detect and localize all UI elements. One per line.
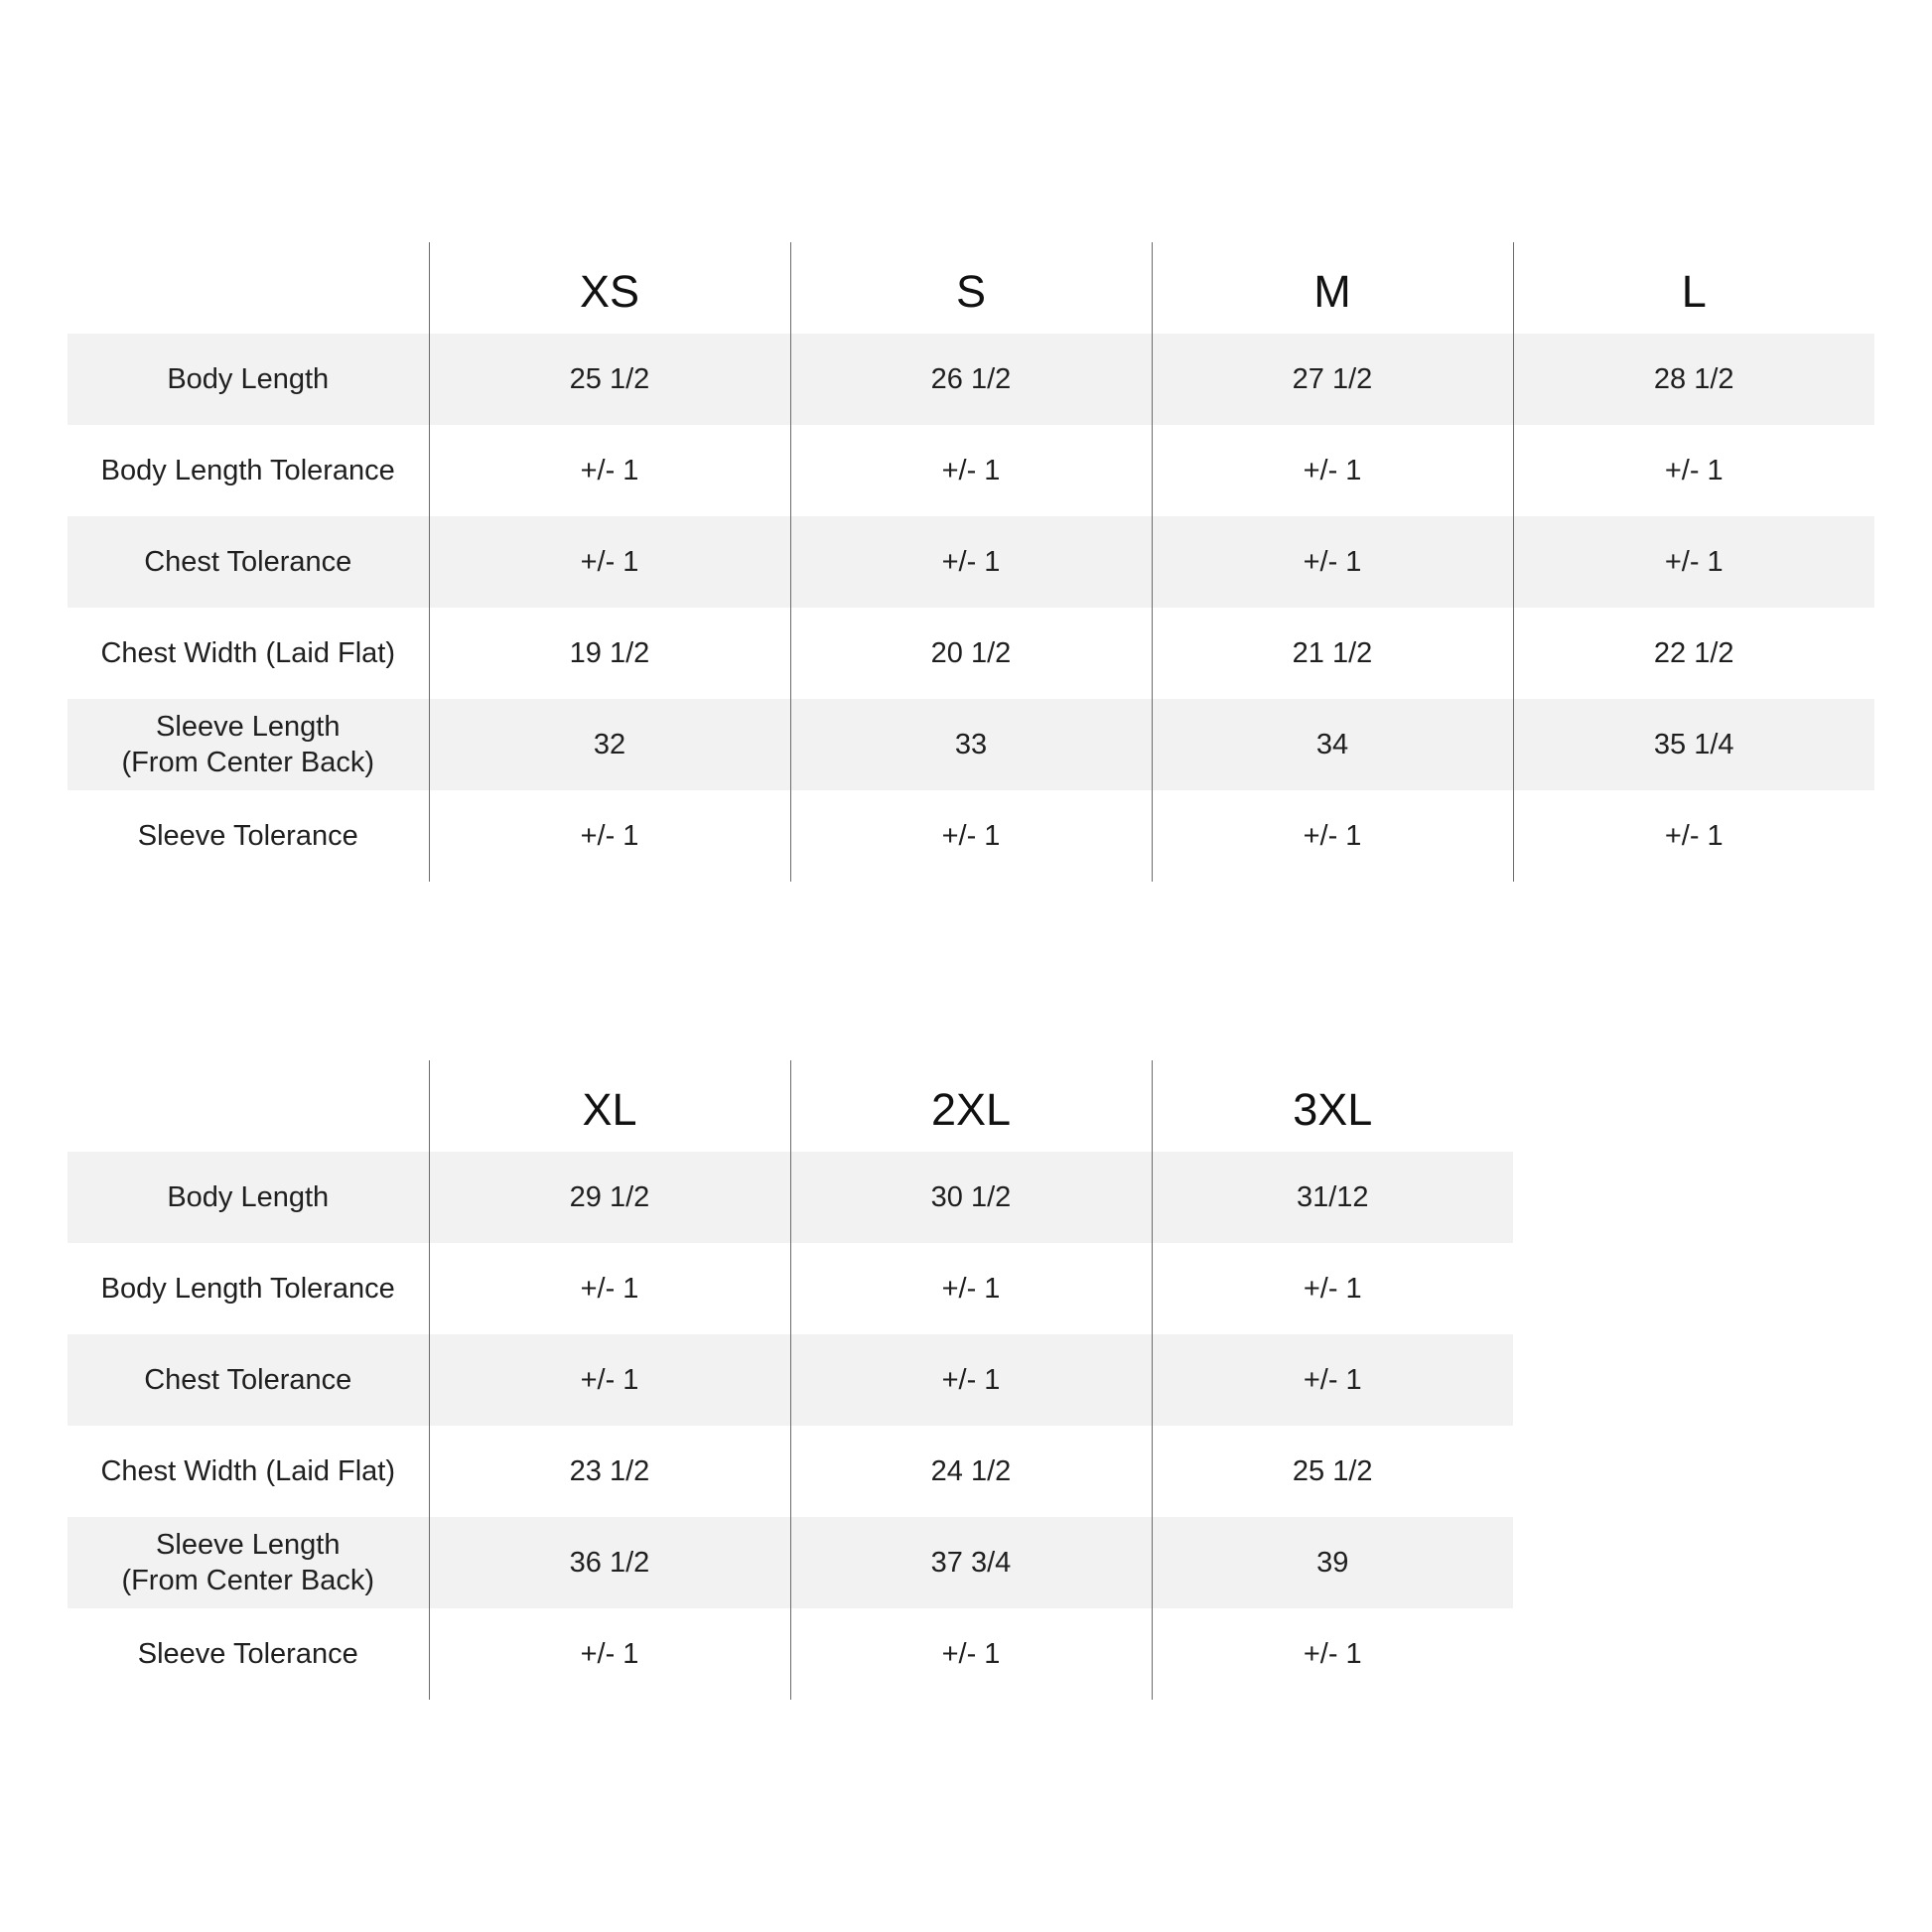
header-row xyxy=(68,242,1874,334)
table-row xyxy=(68,608,1874,699)
value-cell: 28 1/2 xyxy=(1513,334,1874,425)
row-label: Chest Width (Laid Flat) xyxy=(100,637,396,669)
value-cell: 20 1/2 xyxy=(790,608,1152,699)
table-row xyxy=(68,516,1874,608)
row-label: Sleeve Length (From Center Back) xyxy=(68,1517,429,1608)
value-cell: 36 1/2 xyxy=(429,1517,790,1608)
value-cell: +/- 1 xyxy=(790,1243,1152,1334)
value-cell: +/- 1 xyxy=(1513,516,1874,608)
header-cell-size: L xyxy=(1513,242,1874,334)
value-cell: 24 1/2 xyxy=(790,1426,1152,1517)
value-cell: +/- 1 xyxy=(429,425,790,516)
value-cell: 25 1/2 xyxy=(429,334,790,425)
value-cell: +/- 1 xyxy=(1513,790,1874,882)
header-cell-blank xyxy=(68,1060,429,1152)
value-cell: 29 1/2 xyxy=(429,1152,790,1243)
value-cell: 19 1/2 xyxy=(429,608,790,699)
row-label: Body Length xyxy=(68,1152,429,1243)
header-row xyxy=(68,1060,1513,1152)
value-cell: +/- 1 xyxy=(1152,1608,1513,1700)
table-row xyxy=(68,334,1874,425)
row-label: Sleeve Tolerance xyxy=(137,1638,358,1670)
value-cell: +/- 1 xyxy=(1152,516,1513,608)
value-cell: 34 xyxy=(1152,699,1513,790)
table-row xyxy=(68,1517,1513,1608)
header-cell-size: S xyxy=(790,242,1152,334)
value-cell: +/- 1 xyxy=(1152,1243,1513,1334)
row-label: Body Length Tolerance xyxy=(100,1273,395,1305)
row-label: Chest Tolerance xyxy=(68,516,429,608)
row-label: Chest Width (Laid Flat) xyxy=(100,1455,396,1487)
table-row xyxy=(68,425,1874,516)
table-row xyxy=(68,1426,1513,1517)
table-row xyxy=(68,790,1874,882)
value-cell: +/- 1 xyxy=(790,790,1152,882)
table-row xyxy=(68,1608,1513,1700)
value-cell: 27 1/2 xyxy=(1152,334,1513,425)
value-cell: 23 1/2 xyxy=(429,1426,790,1517)
table-row xyxy=(68,699,1874,790)
value-cell: +/- 1 xyxy=(429,516,790,608)
row-label: Sleeve Length (From Center Back) xyxy=(68,699,429,790)
row-label: Body Length Tolerance xyxy=(100,455,395,486)
value-cell: 39 xyxy=(1152,1517,1513,1608)
value-cell: 33 xyxy=(790,699,1152,790)
row-label: Body Length xyxy=(68,334,429,425)
value-cell: 31/12 xyxy=(1152,1152,1513,1243)
value-cell: 25 1/2 xyxy=(1152,1426,1513,1517)
value-cell: +/- 1 xyxy=(790,425,1152,516)
value-cell: +/- 1 xyxy=(1152,790,1513,882)
value-cell: 32 xyxy=(429,699,790,790)
table-row xyxy=(68,1243,1513,1334)
value-cell: 35 1/4 xyxy=(1513,699,1874,790)
table-row xyxy=(68,1334,1513,1426)
size-chart-table-1 xyxy=(68,242,1874,882)
value-cell: +/- 1 xyxy=(790,1334,1152,1426)
header-cell-size: 3XL xyxy=(1152,1060,1513,1152)
value-cell: +/- 1 xyxy=(1513,425,1874,516)
table-row xyxy=(68,1152,1513,1243)
size-chart-table-2 xyxy=(68,1060,1513,1700)
value-cell: +/- 1 xyxy=(429,790,790,882)
value-cell: +/- 1 xyxy=(790,516,1152,608)
value-cell: +/- 1 xyxy=(1152,1334,1513,1426)
value-cell: 26 1/2 xyxy=(790,334,1152,425)
row-label: Chest Tolerance xyxy=(68,1334,429,1426)
header-cell-size: M xyxy=(1152,242,1513,334)
header-cell-size: 2XL xyxy=(790,1060,1152,1152)
row-label: Sleeve Tolerance xyxy=(137,820,358,852)
value-cell: +/- 1 xyxy=(790,1608,1152,1700)
value-cell: +/- 1 xyxy=(429,1243,790,1334)
value-cell: +/- 1 xyxy=(429,1334,790,1426)
value-cell: 30 1/2 xyxy=(790,1152,1152,1243)
header-cell-size: XS xyxy=(429,242,790,334)
value-cell: 22 1/2 xyxy=(1513,608,1874,699)
value-cell: 37 3/4 xyxy=(790,1517,1152,1608)
value-cell: 21 1/2 xyxy=(1152,608,1513,699)
header-cell-size: XL xyxy=(429,1060,790,1152)
header-cell-blank xyxy=(68,242,429,334)
value-cell: +/- 1 xyxy=(1152,425,1513,516)
value-cell: +/- 1 xyxy=(429,1608,790,1700)
